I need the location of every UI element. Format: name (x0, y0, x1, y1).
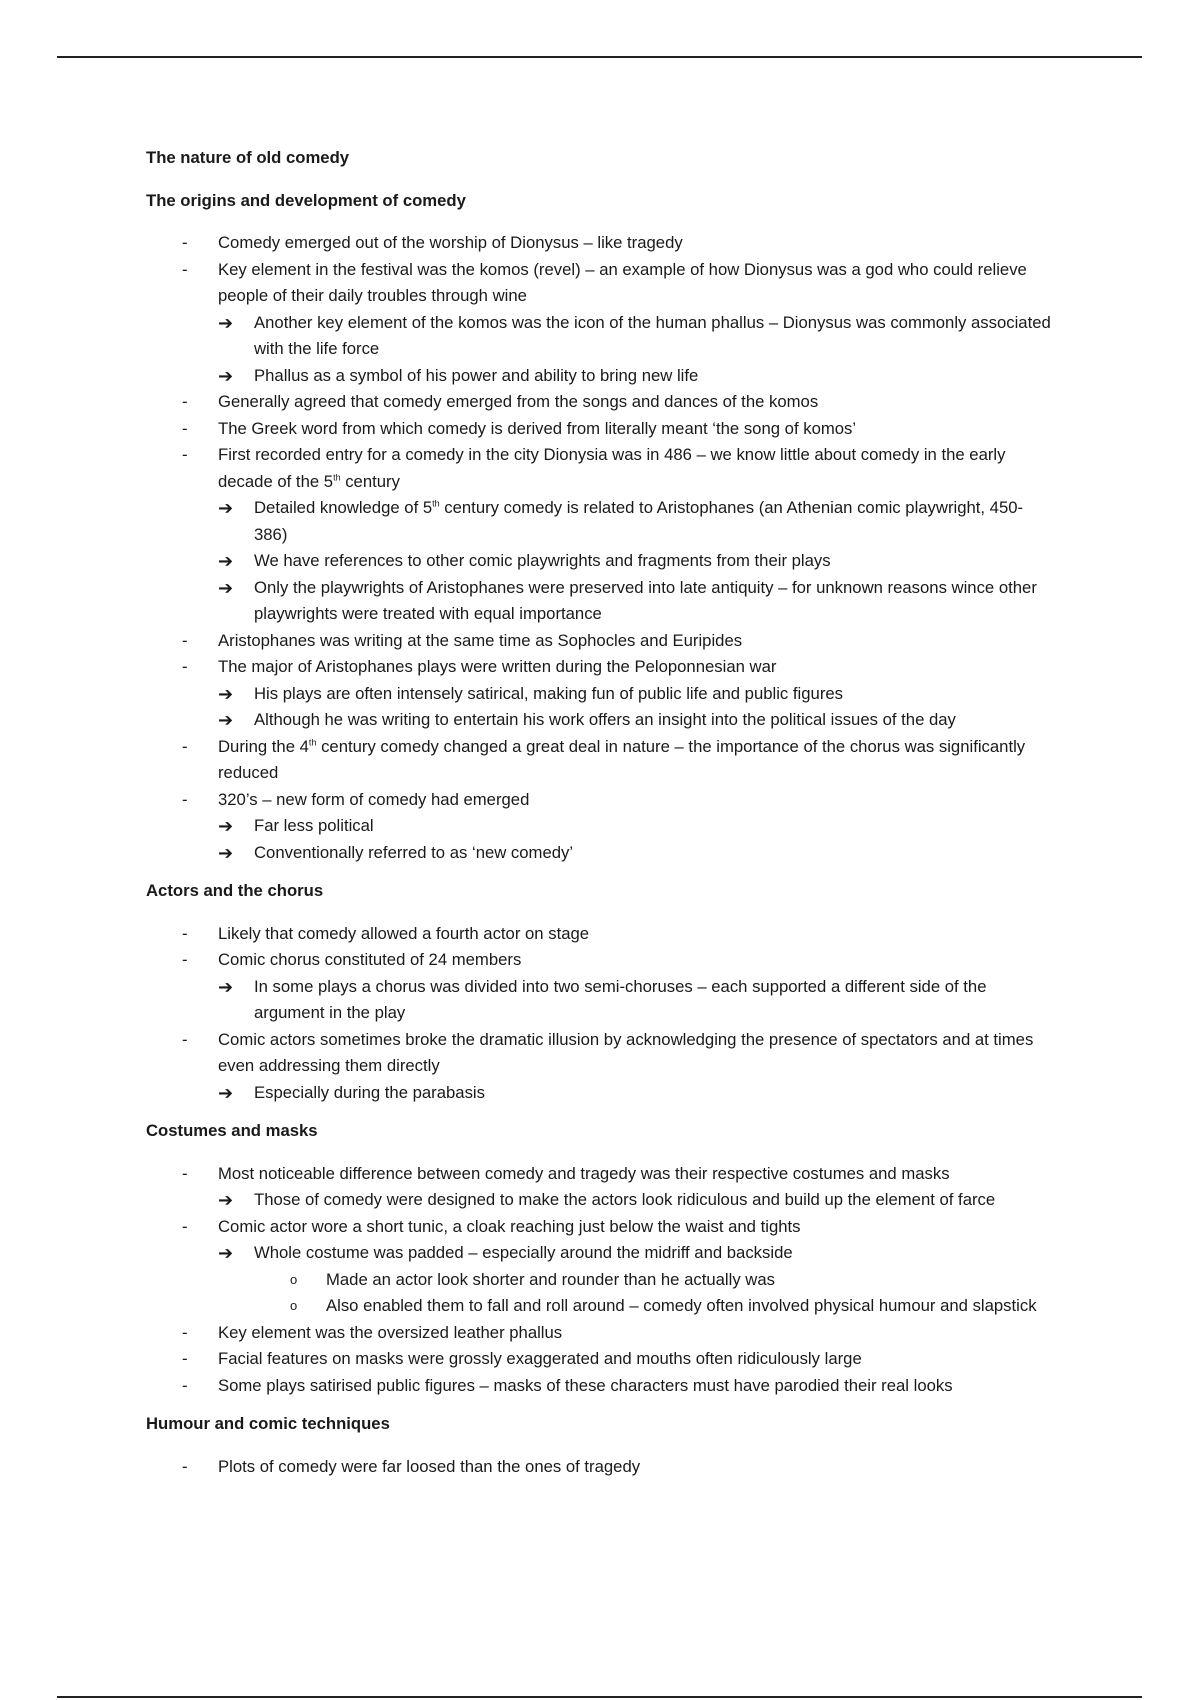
dash-bullet: - (182, 1216, 188, 1236)
list-item-text: Comedy emerged out of the worship of Dionysus – like tragedy (218, 233, 683, 252)
sub-sub-list-item-text: Also enabled them to fall and roll around – comedy often involved physical humour and slapstick (326, 1296, 1037, 1315)
sub-list-item (218, 495, 1056, 548)
arrow-icon: ➔ (218, 816, 234, 836)
dash-bullet: - (182, 1375, 188, 1395)
dash-bullet: - (182, 950, 188, 969)
arrow-icon: ➔ (218, 1243, 234, 1263)
arrow-icon: ➔ (218, 577, 234, 598)
list-item (146, 947, 1056, 1027)
arrow-icon: ➔ (218, 842, 234, 863)
list-item (146, 1346, 1056, 1373)
list-item-text: Comic actor wore a short tunic, a cloak reaching just below the waist and tights (218, 1216, 801, 1236)
list-item-text: Comic chorus constituted of 24 members (218, 950, 522, 969)
sub-list-item (218, 575, 1056, 628)
text-fragment: century comedy changed a great deal in nature – the importance of the chorus was significantly reduced (218, 736, 1026, 782)
list-item-text: Likely that comedy allowed a fourth actor on stage (218, 923, 590, 943)
sub-sub-list-item (254, 1267, 1056, 1294)
arrow-icon: ➔ (218, 976, 234, 997)
circle-bullet-icon: o (290, 1271, 298, 1287)
list-item-text: Plots of comedy were far loosed than the ones of tragedy (218, 1456, 641, 1476)
list-item (146, 1454, 1056, 1481)
dash-bullet: - (182, 418, 188, 438)
sub-list-item-text: Those of comedy were designed to make the actors look ridiculous and build up the element of farce (254, 1190, 996, 1209)
section-heading-costumes: Costumes and masks (146, 1121, 318, 1140)
list-item (146, 257, 1056, 390)
list-item (146, 1214, 1056, 1320)
sub-list-item-text: In some plays a chorus was divided into two semi-choruses – each supported a different side of the argument in the play (254, 976, 987, 1022)
sub-list-item (218, 363, 1056, 390)
dash-bullet: - (182, 1029, 188, 1049)
sub-list (218, 1080, 1056, 1107)
sub-list-item-text: His plays are often intensely satirical, making fun of public life and public figures (254, 683, 844, 703)
sub-list (218, 495, 1056, 628)
list-item-text: Comic actors sometimes broke the dramatic illusion by acknowledging the presence of spectators and at times even addressing them directly (218, 1029, 1034, 1075)
dash-bullet: - (182, 1456, 188, 1476)
text-fragment: century comedy is related to Aristophanes (an Athenian comic playwright, 450-386) (254, 498, 1024, 544)
list-item-text: Key element was the oversized leather phallus (218, 1322, 563, 1342)
list-item (146, 1373, 1056, 1400)
sub-list-item (218, 707, 1056, 734)
page-title: The nature of old comedy (146, 148, 350, 167)
sub-list (218, 310, 1056, 390)
sub-list-item-text: Only the playwrights of Aristophanes were preserved into late antiquity – for unknown reasons wince other playwrights were treated with equal importance (254, 577, 1037, 623)
sub-list-item (218, 1187, 1056, 1214)
ordinal-suffix: th (308, 736, 317, 747)
arrow-icon: ➔ (218, 498, 234, 518)
list-item-text: Generally agreed that comedy emerged from the songs and dances of the komos (218, 392, 819, 411)
sub-list-item-text: Phallus as a symbol of his power and ability to bring new life (254, 365, 699, 385)
sub-list-item-text: Far less political (254, 816, 374, 835)
footer-rule (57, 1696, 1142, 1698)
dash-bullet: - (182, 1322, 188, 1342)
list-item (146, 389, 1056, 416)
arrow-icon: ➔ (218, 710, 234, 730)
sub-list-item-text: We have references to other comic playwrights and fragments from their plays (254, 551, 831, 570)
list-item (146, 1027, 1056, 1107)
costumes-list (146, 1161, 1056, 1400)
list-item-text: The major of Aristophanes plays were written during the Peloponnesian war (218, 657, 777, 676)
sub-list-item (218, 1080, 1056, 1107)
dash-bullet: - (182, 445, 188, 464)
ordinal-suffix: th (333, 471, 341, 482)
list-item-text (218, 445, 1005, 491)
section-heading-origins: The origins and development of comedy (146, 190, 466, 210)
dash-bullet: - (182, 789, 188, 809)
list-item-text: 320’s – new form of comedy had emerged (218, 789, 530, 809)
sub-sub-list-item (254, 1293, 1056, 1320)
dash-bullet: - (182, 259, 188, 279)
sub-list-item (218, 681, 1056, 708)
sub-list-item-text: Although he was writing to entertain his work offers an insight into the political issues of the day (254, 710, 956, 729)
sub-list-item (218, 1240, 1056, 1320)
dash-bullet: - (182, 630, 188, 650)
sub-list (218, 681, 1056, 734)
dash-bullet: - (182, 736, 188, 756)
sub-list-item (218, 974, 1056, 1027)
list-item-text: Some plays satirised public figures – masks of these characters must have parodied their real looks (218, 1375, 953, 1395)
dash-bullet: - (182, 392, 188, 411)
list-item (146, 787, 1056, 867)
sub-sub-list-item-text: Made an actor look shorter and rounder than he actually was (326, 1269, 775, 1289)
sub-list-item (218, 813, 1056, 840)
document-body (146, 145, 1056, 1480)
circle-bullet-icon: o (290, 1298, 298, 1313)
section-heading-actors: Actors and the chorus (146, 881, 324, 900)
list-item (146, 416, 1056, 443)
sub-list-item (218, 310, 1056, 363)
section-heading-humour: Humour and comic techniques (146, 1414, 390, 1433)
list-item (146, 442, 1056, 628)
text-fragment: During the 4 (218, 736, 309, 756)
sub-list (218, 813, 1056, 866)
sub-list-item-text: Another key element of the komos was the icon of the human phallus – Dionysus was commonly associated with the life force (254, 312, 1051, 358)
sub-list-item-text (254, 498, 1023, 544)
dash-bullet: - (182, 923, 188, 943)
ordinal-suffix: th (432, 498, 440, 509)
text-fragment: century (340, 471, 400, 491)
list-item-text: Facial features on masks were grossly exaggerated and mouths often ridiculously large (218, 1349, 862, 1368)
dash-bullet: - (182, 657, 188, 676)
list-item (146, 230, 1056, 257)
sub-list (218, 974, 1056, 1027)
arrow-icon: ➔ (218, 1190, 234, 1210)
list-item (146, 1161, 1056, 1214)
dash-bullet: - (182, 1163, 188, 1183)
sub-list-item-text: Whole costume was padded – especially around the midriff and backside (254, 1243, 793, 1262)
origins-list (146, 230, 1056, 866)
sub-list (218, 1187, 1056, 1214)
arrow-icon: ➔ (218, 551, 234, 571)
sub-list-item-text: Especially during the parabasis (254, 1082, 485, 1102)
arrow-icon: ➔ (218, 365, 234, 386)
dash-bullet: - (182, 1349, 188, 1368)
list-item (146, 734, 1056, 787)
arrow-icon: ➔ (218, 683, 234, 704)
dash-bullet: - (182, 233, 188, 252)
sub-list-item-text: Conventionally referred to as ‘new comedy’ (254, 842, 574, 862)
list-item (146, 654, 1056, 734)
sub-sub-list (254, 1267, 1056, 1320)
text-fragment: Detailed knowledge of 5 (254, 498, 433, 517)
arrow-icon: ➔ (218, 312, 234, 333)
humour-list (146, 1454, 1056, 1481)
list-item-text: Aristophanes was writing at the same time as Sophocles and Euripides (218, 630, 743, 650)
list-item-text: Most noticeable difference between comedy and tragedy was their respective costumes and masks (218, 1163, 950, 1183)
list-item-text (218, 737, 1025, 783)
list-item (146, 921, 1056, 948)
sub-list-item (218, 548, 1056, 575)
list-item (146, 628, 1056, 655)
list-item-text: The Greek word from which comedy is derived from literally meant ‘the song of komos’ (218, 418, 857, 438)
list-item (146, 1320, 1056, 1347)
text-fragment: First recorded entry for a comedy in the city Dionysia was in 486 – we know little about comedy in the early decade of the 5 (218, 445, 1006, 491)
sub-list (218, 1240, 1056, 1320)
arrow-icon: ➔ (218, 1082, 234, 1103)
actors-list (146, 921, 1056, 1107)
list-item-text: Key element in the festival was the komos (revel) – an example of how Dionysus was a god who could relieve people of their daily troubles through wine (218, 259, 1027, 305)
header-rule (57, 56, 1142, 58)
sub-list-item (218, 840, 1056, 867)
